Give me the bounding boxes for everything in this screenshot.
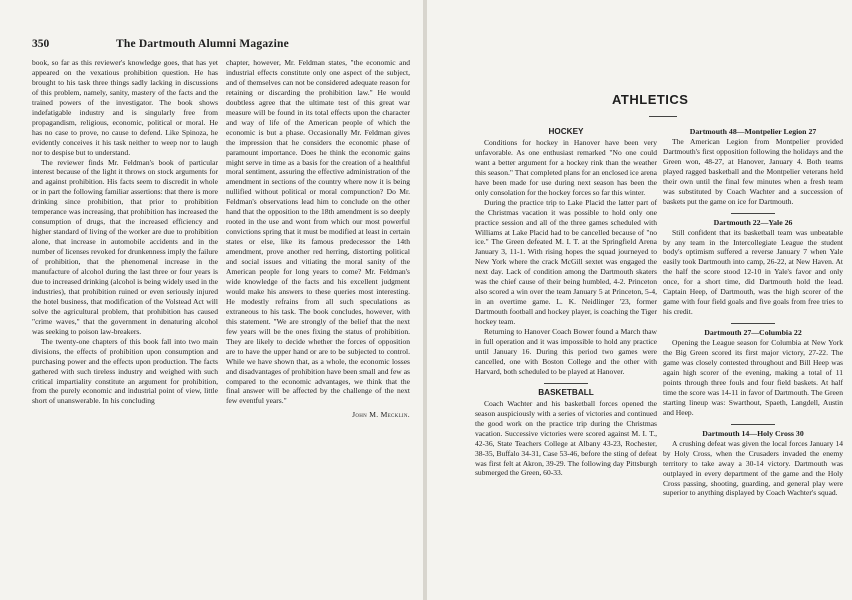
page-number: 350 (32, 38, 50, 50)
game-separator (731, 424, 775, 425)
game-heading: Dartmouth 14—Holy Cross 30 (702, 428, 804, 438)
game-report: Still confident that its basketball team was unbeatable by any team in the Intercollegiate League the student body's optimism suffered a reverse January 7 when Yale easily took Dartmouth into camp, 26-22, at New Haven. At the half the score stood 12-10 in Yale's favor and only once, for a short time, did Dartmouth hold the lead. Captain Heep, of Dartmouth, was the high scorer of the game with four field goals and five goals from free tries to his credit. (663, 227, 843, 317)
basketball-heading: BASKETBALL (538, 387, 594, 397)
hockey-paragraph: Conditions for hockey in Hanover have been very unfavorable. As one enthusiast remarked "No one could want a better argument for a hockey rink than the weather this season." That completed plans for an enclosed ice arena have been made for use during next season has been the only consolation for the hockey forces so far this winter. (475, 137, 657, 197)
review-column-2 (226, 58, 410, 420)
game-separator (731, 213, 775, 214)
section-separator (544, 383, 588, 384)
review-column-1 (32, 58, 218, 406)
section-title: ATHLETICS (612, 92, 689, 107)
athletics-column-2 (663, 127, 843, 498)
review-paragraph: chapter, however, Mr. Feldman states, "the economic and industrial effects constitute only one aspect of the subject, and of themselves can not be considered adequate reason for retaining or discarding the prohibition law." He would doubtless agree that the ultimate test of this great war measure will be found in its total effects upon the character and way of life of the American people of which the economic is but a phase. Occasionally Mr. Feldman gives the impression that he considers the economic phase of paramount importance. Does he think the economic gains might serve in time as a basis for the creation of a healthful moral sentiment, assuring the effective administration of the amendment in sections of the country where now it is being nullified without political or moral compunction? Do Mr. Feldman's observations lead him to conclude on the other hand that the opposition to the 18th amendment is so deeply rooted in the use and wont from which our most powerful convictions spring that it must be modified at least in certain states or else, like its famous predecessor the 14th amendment, prove another red herring, distorting political and social issues and vitiating the moral sanity of the American people for long years to come? Mr. Feldman's wide knowledge of the facts and his excellent judgment would make his answers to these queries most interesting. He modestly refrains from all such speculations as extraneous to his task. The book concludes, however, with this statement. "We are strongly of the belief that the next few years will be the ones fixing the status of prohibition. They are likely to decide whether the forces of opposition are to have the upper hand or are to be subjected to control. While we have shown that, as a whole, the economic losses and disadvantages of prohibition have been small and few as compared to the economic advantages, we think that the final answer will be affected by the challenge of the next few eventful years." (226, 58, 410, 406)
game-heading: Dartmouth 27—Columbia 22 (704, 328, 802, 338)
title-rule (649, 116, 677, 117)
athletics-column-1 (475, 127, 657, 478)
game-report: The American Legion from Montpelier provided Dartmouth's first opposition following the holidays and the Green won, 48-27, at Hanover, January 4. Both teams played ragged basketball and the Montpelier veterans held their own until the final few minutes when a fresh team was substituted by Coach Wachter and a succession of baskets put the game on ice for Dartmouth. (663, 136, 843, 206)
hockey-paragraph: During the practice trip to Lake Placid the latter part of the Christmas vacation it was possible to hold only one practice session and all of the three games scheduled with Williams at Lake Placid had to be cancelled because of "no ice." The Green defeated M. I. T. at the Springfield Arena January 3, 11-1. With rising hopes the squad journeyed to New York where the crack McGill sextet was engaged the next day. Lack of condition among the Dartmouth skaters was the chief cause of their being humbled, 4-2. Princeton also scored a win over the team January 5 at Princeton, 5-4, in an overtime game. L. K. Neidlinger '23, former Dartmouth football and hockey player, is coaching the Tiger hockey team. (475, 197, 657, 327)
hockey-heading: HOCKEY (548, 127, 584, 136)
magazine-title: The Dartmouth Alumni Magazine (116, 38, 289, 50)
hockey-paragraph: Returning to Hanover Coach Bower found a March thaw in full operation and it was impossible to hold any practice until January 16. During this period two games were cancelled, one with Boston College and the other with Harvard, both scheduled to be played at Hanover. (475, 327, 657, 376)
game-separator (731, 323, 775, 324)
right-page (427, 0, 852, 600)
left-page (0, 0, 423, 600)
game-heading: Dartmouth 48—Montpelier Legion 27 (689, 127, 817, 136)
game-report: A crushing defeat was given the local forces January 14 by Holy Cross, when the Crusaders invaded the enemy territory to take away a 30-14 victory. Dartmouth was outplayed in every department of the game and the Holy Cross passing, shooting, guarding, and general play were superior to anything displayed by Coach Wachter's squad. (663, 438, 843, 498)
review-signature: John M. Mecklin. (352, 410, 410, 420)
game-heading: Dartmouth 22—Yale 26 (713, 217, 793, 227)
review-paragraph: The twenty-one chapters of this book fall into two main divisions, the effects of prohibition upon consumption and purchasing power and the effects upon production. The facts gathered with such tireless industry and weighed with such critical impartiality constitute an argument for prohibition, from the purely economic and industrial point of view, little short of unanswerable. In his concluding (32, 336, 218, 406)
basketball-paragraph: Coach Wachter and his basketball forces opened the season auspiciously with a series of victories and continued the good work on the practice trip during the Christmas vacation. Successive victories were scored against M. I. T., 42-36, State Teachers College at Albany 43-23, Rochester, 38-35, Buffalo 34-31, Case 53-46, before the sting of defeat was first felt at Akron, 39-29. The following day Pittsburgh submerged the Green, 60-33. (475, 398, 657, 478)
review-paragraph: book, so far as this reviewer's knowledge goes, that has yet appeared on the vexatious prohibition question. He has brought to his task three things sadly lacking in discussions of this problem, namely, sanity, mastery of the facts and the trained powers of the investigator. The book shows indefatigable industry and is singularly free from propagandism, religious, economic, political or moral. He has no case to prove, no cause to defend. Like Spinoza, he evidently conceives it his task neither to weep nor to laugh nor to despise but to understand. (32, 58, 218, 157)
review-paragraph: The reviewer finds Mr. Feldman's book of particular interest because of the light it throws on stock arguments for and against prohibition. His facts seem to discredit in whole or in part the following familiar assertions: that there is more drinking since prohibition, that prior to prohibition temperance was increasing, that prohibition has increased the consumption of drugs, that the increased efficiency and higher standard of living of the worker are due to prohibition alone, that increase in automobile accidents and in the number of licenses revoked for drunkenness imply the failure of prohibition, that the phenomenal increase in the manufacture of alcohol during the last three or four years is due to increased drinking (alcohol is being widely used in the industries), that prohibition ruined or even seriously injured the hotel business, that modification of the Volstead Act will solve the agricultural problem, that prohibition has caused "crime waves," that the government in denaturing alcohol was seeking to poison law-breakers. (32, 157, 218, 336)
game-report: Opening the League season for Columbia at New York the Big Green scored its first major victory, 27-22. The game was closely contested throughout and Bill Heep was again high scorer of the evening, making a total of 11 points through three fouls and four field baskets. At half time the score was 14-11 in favor of Dartmouth. The Green starting lineup was: Swarthout, Spaeth, Langdell, Austin and Heep. (663, 338, 843, 417)
